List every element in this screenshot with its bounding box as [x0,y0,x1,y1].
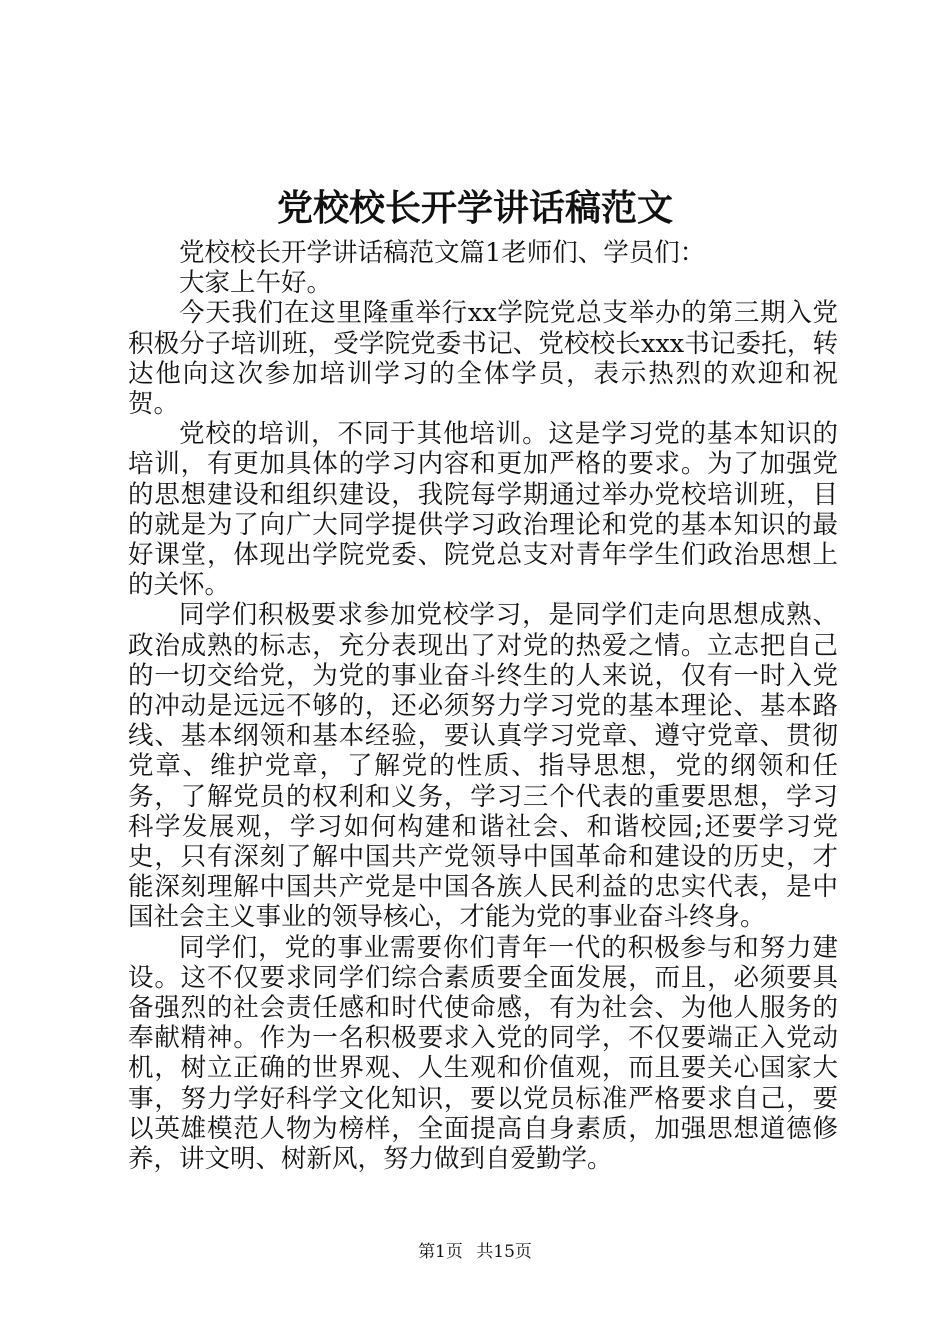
document-body [128,238,838,1174]
paragraph-salutation: 党校校长开学讲话稿范文篇1老师们、学员们： [179,238,706,268]
paragraph-greeting: 大家上午好。 [179,268,333,299]
page-number-current: 第1页 [418,1242,463,1262]
page-footer [0,1241,950,1263]
paragraph-training-purpose: 党校的培训，不同于其他培训。这是学习党的基本知识的培训，有更加具体的学习内容和更加严格的要求。为了加强党的思想建设和组织建设，我院每学期通过举办党校培训班，目的就是为了向广大同学提供学习政治理论和党的基本知识的最好课堂，体现出学院党委、院党总支对青年学生们政治思想上的关怀。 [128,419,838,601]
paragraph-opening: 今天我们在这里隆重举行xx学院党总支举办的第三期入党积极分子培训班，受学院党委书记、党校校长xxx书记委托，转达他向这次参加培训学习的全体学员，表示热烈的欢迎和祝贺。 [128,298,838,420]
paragraph-study-requirements: 同学们积极要求参加党校学习，是同学们走向思想成熟、政治成熟的标志，充分表现出了对党的热爱之情。立志把自己的一切交给党，为党的事业奋斗终生的人来说，仅有一时入党的冲动是远远不够的，还必须努力学习党的基本理论、基本路线、基本纲领和基本经验，要认真学习党章、遵守党章、贯彻党章、维护党章，了解党的性质、指导思想，党的纲领和任务，了解党员的权利和义务，学习三个代表的重要思想，学习科学发展观，学习如何构建和谐社会、和谐校园;还要学习党史，只有深刻了解中国共产党领导中国革命和建设的历史，才能深刻理解中国共产党是中国各族人民利益的忠实代表，是中国社会主义事业的领导核心，才能为党的事业奋斗终身。 [128,600,838,933]
paragraph-expectations: 同学们，党的事业需要你们青年一代的积极参与和努力建设。这不仅要求同学们综合素质要全面发展，而且，必须要具备强烈的社会责任感和时代使命感，有为社会、为他人服务的奉献精神。作为一名积极要求入党的同学，不仅要端正入党动机，树立正确的世界观、人生观和价值观，而且要关心国家大事，努力学好科学文化知识，要以党员标准严格要求自己，要以英雄模范人物为榜样，全面提高自身素质，加强思想道德修养，讲文明、树新风，努力做到自爱勤学。 [128,932,838,1175]
document-title: 党校校长开学讲话稿范文 [276,187,673,229]
page-number-total: 共15页 [476,1242,532,1262]
